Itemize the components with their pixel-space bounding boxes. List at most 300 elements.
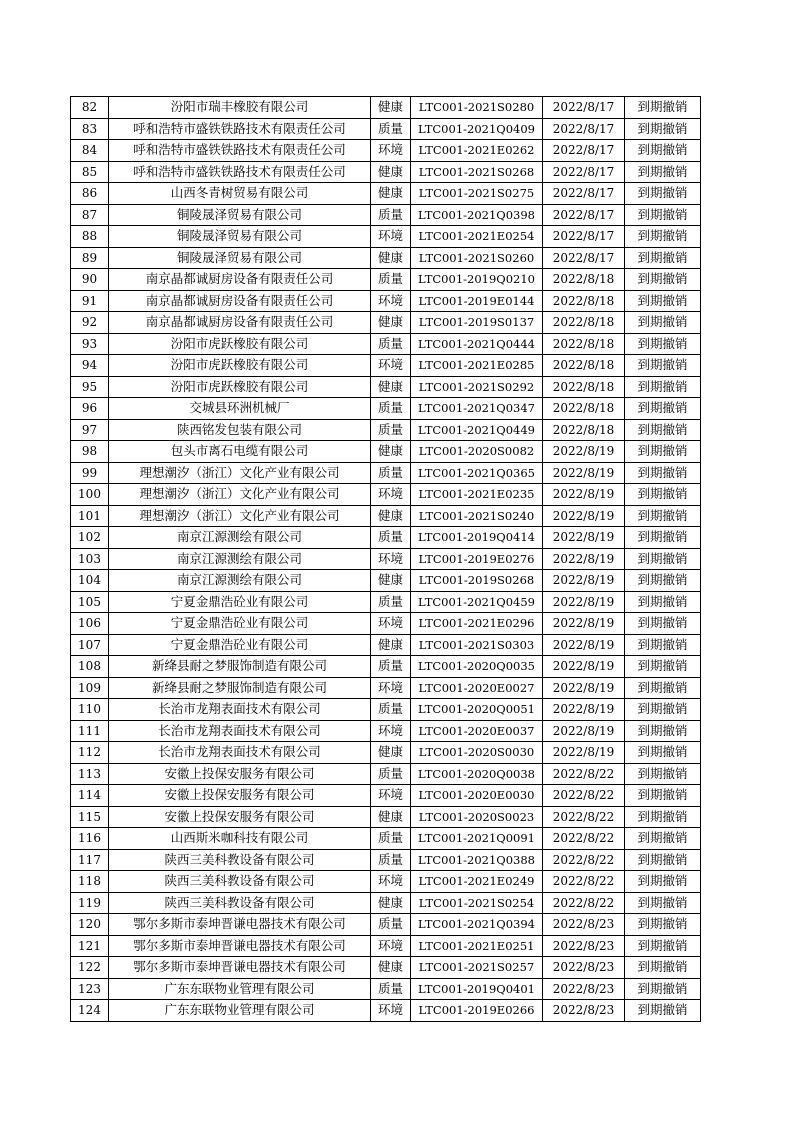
expiry-date: 2022/8/23 [543, 978, 625, 1000]
row-number: 112 [71, 742, 109, 764]
expiry-date: 2022/8/19 [543, 720, 625, 742]
expiry-date: 2022/8/22 [543, 785, 625, 807]
certification-type: 质量 [371, 849, 411, 871]
certification-type: 质量 [371, 462, 411, 484]
row-number: 83 [71, 118, 109, 140]
company-name: 交城县环洲机械厂 [109, 398, 371, 420]
table-row [71, 871, 701, 893]
status-text: 到期撤销 [625, 161, 701, 183]
table-row [71, 118, 701, 140]
table-row [71, 441, 701, 463]
row-number: 85 [71, 161, 109, 183]
certificate-number: LTC001-2021E0262 [411, 140, 543, 162]
certification-type: 质量 [371, 118, 411, 140]
row-number: 94 [71, 355, 109, 377]
status-text: 到期撤销 [625, 140, 701, 162]
row-number: 91 [71, 290, 109, 312]
certificate-number: LTC001-2020Q0051 [411, 699, 543, 721]
certification-type: 健康 [371, 505, 411, 527]
certificate-number: LTC001-2019S0137 [411, 312, 543, 334]
certification-type: 质量 [371, 763, 411, 785]
row-number: 117 [71, 849, 109, 871]
status-text: 到期撤销 [625, 935, 701, 957]
certificate-number: LTC001-2021E0249 [411, 871, 543, 893]
company-name: 宁夏金鼎浩砼业有限公司 [109, 591, 371, 613]
expiry-date: 2022/8/18 [543, 269, 625, 291]
row-number: 121 [71, 935, 109, 957]
table-row [71, 355, 701, 377]
certificate-number: LTC001-2019E0266 [411, 1000, 543, 1022]
row-number: 119 [71, 892, 109, 914]
row-number: 115 [71, 806, 109, 828]
table-row [71, 333, 701, 355]
table-row [71, 634, 701, 656]
expiry-date: 2022/8/18 [543, 398, 625, 420]
status-text: 到期撤销 [625, 914, 701, 936]
certification-type: 质量 [371, 828, 411, 850]
company-name: 山西冬青树贸易有限公司 [109, 183, 371, 205]
certification-type: 环境 [371, 290, 411, 312]
certification-type: 健康 [371, 892, 411, 914]
expiry-date: 2022/8/23 [543, 1000, 625, 1022]
expiry-date: 2022/8/19 [543, 591, 625, 613]
status-text: 到期撤销 [625, 462, 701, 484]
certificate-number: LTC001-2021S0254 [411, 892, 543, 914]
expiry-date: 2022/8/19 [543, 527, 625, 549]
row-number: 100 [71, 484, 109, 506]
status-text: 到期撤销 [625, 505, 701, 527]
certificate-number: LTC001-2020Q0038 [411, 763, 543, 785]
table-row [71, 656, 701, 678]
expiry-date: 2022/8/19 [543, 441, 625, 463]
table-row [71, 1000, 701, 1022]
certificate-number: LTC001-2021Q0394 [411, 914, 543, 936]
company-name: 陕西三美科教设备有限公司 [109, 892, 371, 914]
expiry-date: 2022/8/17 [543, 183, 625, 205]
company-name: 南京江源测绘有限公司 [109, 548, 371, 570]
certificate-number: LTC001-2019S0268 [411, 570, 543, 592]
row-number: 102 [71, 527, 109, 549]
table-row [71, 97, 701, 119]
table-row [71, 677, 701, 699]
status-text: 到期撤销 [625, 376, 701, 398]
status-text: 到期撤销 [625, 118, 701, 140]
status-text: 到期撤销 [625, 849, 701, 871]
expiry-date: 2022/8/23 [543, 935, 625, 957]
row-number: 92 [71, 312, 109, 334]
certificate-number: LTC001-2019Q0414 [411, 527, 543, 549]
certificate-revocation-table [70, 96, 701, 1022]
row-number: 89 [71, 247, 109, 269]
table-row [71, 312, 701, 334]
certificate-number: LTC001-2021Q0409 [411, 118, 543, 140]
row-number: 108 [71, 656, 109, 678]
status-text: 到期撤销 [625, 183, 701, 205]
status-text: 到期撤销 [625, 441, 701, 463]
row-number: 99 [71, 462, 109, 484]
company-name: 安徽上投保安服务有限公司 [109, 763, 371, 785]
certificate-number: LTC001-2021Q0459 [411, 591, 543, 613]
certificate-number: LTC001-2021Q0091 [411, 828, 543, 850]
certification-type: 健康 [371, 376, 411, 398]
certification-type: 健康 [371, 161, 411, 183]
status-text: 到期撤销 [625, 548, 701, 570]
expiry-date: 2022/8/18 [543, 355, 625, 377]
certificate-number: LTC001-2020E0027 [411, 677, 543, 699]
expiry-date: 2022/8/18 [543, 290, 625, 312]
certification-type: 质量 [371, 978, 411, 1000]
status-text: 到期撤销 [625, 226, 701, 248]
certification-type: 环境 [371, 785, 411, 807]
company-name: 南京江源测绘有限公司 [109, 527, 371, 549]
expiry-date: 2022/8/17 [543, 118, 625, 140]
certificate-number: LTC001-2020E0037 [411, 720, 543, 742]
certification-type: 健康 [371, 312, 411, 334]
row-number: 110 [71, 699, 109, 721]
expiry-date: 2022/8/18 [543, 419, 625, 441]
company-name: 长治市龙翔表面技术有限公司 [109, 699, 371, 721]
row-number: 105 [71, 591, 109, 613]
status-text: 到期撤销 [625, 742, 701, 764]
certificate-number: LTC001-2019E0144 [411, 290, 543, 312]
company-name: 理想潮汐（浙江）文化产业有限公司 [109, 484, 371, 506]
expiry-date: 2022/8/22 [543, 763, 625, 785]
company-name: 鄂尔多斯市泰坤晋谦电器技术有限公司 [109, 957, 371, 979]
row-number: 122 [71, 957, 109, 979]
company-name: 南京晶都诚厨房设备有限责任公司 [109, 290, 371, 312]
company-name: 呼和浩特市盛铁铁路技术有限责任公司 [109, 140, 371, 162]
certificate-number: LTC001-2021S0257 [411, 957, 543, 979]
company-name: 新绛县耐之梦服饰制造有限公司 [109, 677, 371, 699]
row-number: 82 [71, 97, 109, 119]
row-number: 120 [71, 914, 109, 936]
certificate-number: LTC001-2021S0292 [411, 376, 543, 398]
certification-type: 质量 [371, 398, 411, 420]
company-name: 南京晶都诚厨房设备有限责任公司 [109, 312, 371, 334]
table-row [71, 505, 701, 527]
status-text: 到期撤销 [625, 484, 701, 506]
status-text: 到期撤销 [625, 957, 701, 979]
status-text: 到期撤销 [625, 570, 701, 592]
certificate-number: LTC001-2021S0268 [411, 161, 543, 183]
row-number: 97 [71, 419, 109, 441]
certification-type: 质量 [371, 656, 411, 678]
table-row [71, 290, 701, 312]
row-number: 101 [71, 505, 109, 527]
certificate-number: LTC001-2020E0030 [411, 785, 543, 807]
certification-type: 环境 [371, 140, 411, 162]
table-row [71, 269, 701, 291]
table-row [71, 828, 701, 850]
table-row [71, 978, 701, 1000]
row-number: 93 [71, 333, 109, 355]
certification-type: 健康 [371, 570, 411, 592]
table-row [71, 935, 701, 957]
table-row [71, 720, 701, 742]
certification-type: 健康 [371, 634, 411, 656]
certificate-number: LTC001-2021Q0388 [411, 849, 543, 871]
expiry-date: 2022/8/18 [543, 312, 625, 334]
expiry-date: 2022/8/19 [543, 742, 625, 764]
certificate-number: LTC001-2021Q0449 [411, 419, 543, 441]
expiry-date: 2022/8/22 [543, 871, 625, 893]
status-text: 到期撤销 [625, 613, 701, 635]
row-number: 107 [71, 634, 109, 656]
company-name: 理想潮汐（浙江）文化产业有限公司 [109, 505, 371, 527]
expiry-date: 2022/8/22 [543, 849, 625, 871]
expiry-date: 2022/8/17 [543, 140, 625, 162]
expiry-date: 2022/8/19 [543, 613, 625, 635]
expiry-date: 2022/8/22 [543, 828, 625, 850]
status-text: 到期撤销 [625, 1000, 701, 1022]
status-text: 到期撤销 [625, 591, 701, 613]
table-row [71, 226, 701, 248]
certification-type: 环境 [371, 226, 411, 248]
certification-type: 质量 [371, 591, 411, 613]
table-row [71, 398, 701, 420]
table-row [71, 376, 701, 398]
row-number: 84 [71, 140, 109, 162]
certification-type: 质量 [371, 914, 411, 936]
expiry-date: 2022/8/18 [543, 376, 625, 398]
status-text: 到期撤销 [625, 785, 701, 807]
certificate-number: LTC001-2021Q0444 [411, 333, 543, 355]
expiry-date: 2022/8/22 [543, 892, 625, 914]
row-number: 109 [71, 677, 109, 699]
status-text: 到期撤销 [625, 204, 701, 226]
row-number: 111 [71, 720, 109, 742]
certification-type: 质量 [371, 204, 411, 226]
certification-type: 质量 [371, 699, 411, 721]
certification-type: 环境 [371, 720, 411, 742]
status-text: 到期撤销 [625, 677, 701, 699]
certificate-number: LTC001-2019Q0401 [411, 978, 543, 1000]
expiry-date: 2022/8/19 [543, 677, 625, 699]
table-row [71, 892, 701, 914]
company-name: 铜陵晟泽贸易有限公司 [109, 247, 371, 269]
certificate-number: LTC001-2021E0251 [411, 935, 543, 957]
expiry-date: 2022/8/23 [543, 957, 625, 979]
status-text: 到期撤销 [625, 355, 701, 377]
status-text: 到期撤销 [625, 978, 701, 1000]
expiry-date: 2022/8/17 [543, 161, 625, 183]
certification-type: 健康 [371, 247, 411, 269]
certification-type: 环境 [371, 484, 411, 506]
certificate-number: LTC001-2021S0303 [411, 634, 543, 656]
row-number: 113 [71, 763, 109, 785]
company-name: 汾阳市虎跃橡胶有限公司 [109, 355, 371, 377]
certificate-number: LTC001-2020S0030 [411, 742, 543, 764]
company-name: 鄂尔多斯市泰坤晋谦电器技术有限公司 [109, 935, 371, 957]
expiry-date: 2022/8/22 [543, 806, 625, 828]
certification-type: 环境 [371, 355, 411, 377]
row-number: 116 [71, 828, 109, 850]
company-name: 鄂尔多斯市泰坤晋谦电器技术有限公司 [109, 914, 371, 936]
certification-type: 环境 [371, 548, 411, 570]
table-row [71, 548, 701, 570]
table-row [71, 183, 701, 205]
table-row [71, 806, 701, 828]
company-name: 长治市龙翔表面技术有限公司 [109, 742, 371, 764]
expiry-date: 2022/8/19 [543, 484, 625, 506]
table-row [71, 247, 701, 269]
certificate-number: LTC001-2021Q0347 [411, 398, 543, 420]
table-row [71, 161, 701, 183]
certification-type: 健康 [371, 441, 411, 463]
row-number: 98 [71, 441, 109, 463]
certification-type: 环境 [371, 1000, 411, 1022]
company-name: 宁夏金鼎浩砼业有限公司 [109, 634, 371, 656]
certificate-number: LTC001-2021E0254 [411, 226, 543, 248]
row-number: 88 [71, 226, 109, 248]
row-number: 106 [71, 613, 109, 635]
row-number: 124 [71, 1000, 109, 1022]
company-name: 铜陵晟泽贸易有限公司 [109, 204, 371, 226]
certificate-number: LTC001-2019Q0210 [411, 269, 543, 291]
expiry-date: 2022/8/19 [543, 548, 625, 570]
table-row [71, 570, 701, 592]
certificate-number: LTC001-2021E0285 [411, 355, 543, 377]
status-text: 到期撤销 [625, 312, 701, 334]
status-text: 到期撤销 [625, 290, 701, 312]
company-name: 汾阳市虎跃橡胶有限公司 [109, 333, 371, 355]
certificate-number: LTC001-2021S0260 [411, 247, 543, 269]
status-text: 到期撤销 [625, 892, 701, 914]
certification-type: 质量 [371, 527, 411, 549]
row-number: 96 [71, 398, 109, 420]
company-name: 呼和浩特市盛铁铁路技术有限责任公司 [109, 118, 371, 140]
table-row [71, 957, 701, 979]
status-text: 到期撤销 [625, 419, 701, 441]
expiry-date: 2022/8/17 [543, 204, 625, 226]
table-row [71, 140, 701, 162]
row-number: 95 [71, 376, 109, 398]
table-row [71, 742, 701, 764]
company-name: 安徽上投保安服务有限公司 [109, 785, 371, 807]
table-row [71, 849, 701, 871]
certification-type: 健康 [371, 183, 411, 205]
company-name: 汾阳市瑞丰橡胶有限公司 [109, 97, 371, 119]
company-name: 呼和浩特市盛铁铁路技术有限责任公司 [109, 161, 371, 183]
certification-type: 环境 [371, 935, 411, 957]
company-name: 山西斯米咖科技有限公司 [109, 828, 371, 850]
table-body [71, 97, 701, 1022]
expiry-date: 2022/8/19 [543, 462, 625, 484]
row-number: 104 [71, 570, 109, 592]
status-text: 到期撤销 [625, 333, 701, 355]
row-number: 87 [71, 204, 109, 226]
status-text: 到期撤销 [625, 720, 701, 742]
table-row [71, 763, 701, 785]
company-name: 新绛县耐之梦服饰制造有限公司 [109, 656, 371, 678]
certification-type: 环境 [371, 871, 411, 893]
certification-type: 质量 [371, 269, 411, 291]
row-number: 114 [71, 785, 109, 807]
certificate-number: LTC001-2020Q0035 [411, 656, 543, 678]
expiry-date: 2022/8/19 [543, 570, 625, 592]
table-row [71, 591, 701, 613]
status-text: 到期撤销 [625, 269, 701, 291]
row-number: 86 [71, 183, 109, 205]
status-text: 到期撤销 [625, 871, 701, 893]
certificate-number: LTC001-2020S0023 [411, 806, 543, 828]
certificate-number: LTC001-2020S0082 [411, 441, 543, 463]
expiry-date: 2022/8/19 [543, 699, 625, 721]
company-name: 广东东联物业管理有限公司 [109, 1000, 371, 1022]
company-name: 南京晶都诚厨房设备有限责任公司 [109, 269, 371, 291]
status-text: 到期撤销 [625, 398, 701, 420]
row-number: 103 [71, 548, 109, 570]
certification-type: 健康 [371, 957, 411, 979]
table-row [71, 204, 701, 226]
certification-type: 健康 [371, 97, 411, 119]
table-row [71, 484, 701, 506]
table-row [71, 419, 701, 441]
company-name: 理想潮汐（浙江）文化产业有限公司 [109, 462, 371, 484]
table-row [71, 914, 701, 936]
company-name: 陕西三美科教设备有限公司 [109, 871, 371, 893]
expiry-date: 2022/8/19 [543, 505, 625, 527]
row-number: 123 [71, 978, 109, 1000]
table-row [71, 527, 701, 549]
status-text: 到期撤销 [625, 97, 701, 119]
expiry-date: 2022/8/23 [543, 914, 625, 936]
company-name: 铜陵晟泽贸易有限公司 [109, 226, 371, 248]
company-name: 陕西三美科教设备有限公司 [109, 849, 371, 871]
company-name: 广东东联物业管理有限公司 [109, 978, 371, 1000]
expiry-date: 2022/8/19 [543, 634, 625, 656]
certification-type: 质量 [371, 333, 411, 355]
table-row [71, 462, 701, 484]
company-name: 安徽上投保安服务有限公司 [109, 806, 371, 828]
certificate-number: LTC001-2021S0240 [411, 505, 543, 527]
certificate-number: LTC001-2019E0276 [411, 548, 543, 570]
certification-type: 环境 [371, 613, 411, 635]
status-text: 到期撤销 [625, 656, 701, 678]
table-row [71, 699, 701, 721]
expiry-date: 2022/8/19 [543, 656, 625, 678]
company-name: 汾阳市虎跃橡胶有限公司 [109, 376, 371, 398]
expiry-date: 2022/8/17 [543, 247, 625, 269]
company-name: 长治市龙翔表面技术有限公司 [109, 720, 371, 742]
status-text: 到期撤销 [625, 527, 701, 549]
certificate-number: LTC001-2021E0296 [411, 613, 543, 635]
status-text: 到期撤销 [625, 763, 701, 785]
company-name: 南京江源测绘有限公司 [109, 570, 371, 592]
row-number: 90 [71, 269, 109, 291]
status-text: 到期撤销 [625, 634, 701, 656]
status-text: 到期撤销 [625, 247, 701, 269]
expiry-date: 2022/8/18 [543, 333, 625, 355]
status-text: 到期撤销 [625, 828, 701, 850]
certification-type: 质量 [371, 419, 411, 441]
table-row [71, 785, 701, 807]
row-number: 118 [71, 871, 109, 893]
expiry-date: 2022/8/17 [543, 226, 625, 248]
certification-type: 健康 [371, 806, 411, 828]
certification-type: 健康 [371, 742, 411, 764]
certificate-number: LTC001-2021Q0365 [411, 462, 543, 484]
company-name: 陕西铭发包装有限公司 [109, 419, 371, 441]
certificate-number: LTC001-2021E0235 [411, 484, 543, 506]
table-row [71, 613, 701, 635]
certificate-number: LTC001-2021Q0398 [411, 204, 543, 226]
company-name: 包头市离石电缆有限公司 [109, 441, 371, 463]
company-name: 宁夏金鼎浩砼业有限公司 [109, 613, 371, 635]
certificate-number: LTC001-2021S0275 [411, 183, 543, 205]
status-text: 到期撤销 [625, 699, 701, 721]
status-text: 到期撤销 [625, 806, 701, 828]
